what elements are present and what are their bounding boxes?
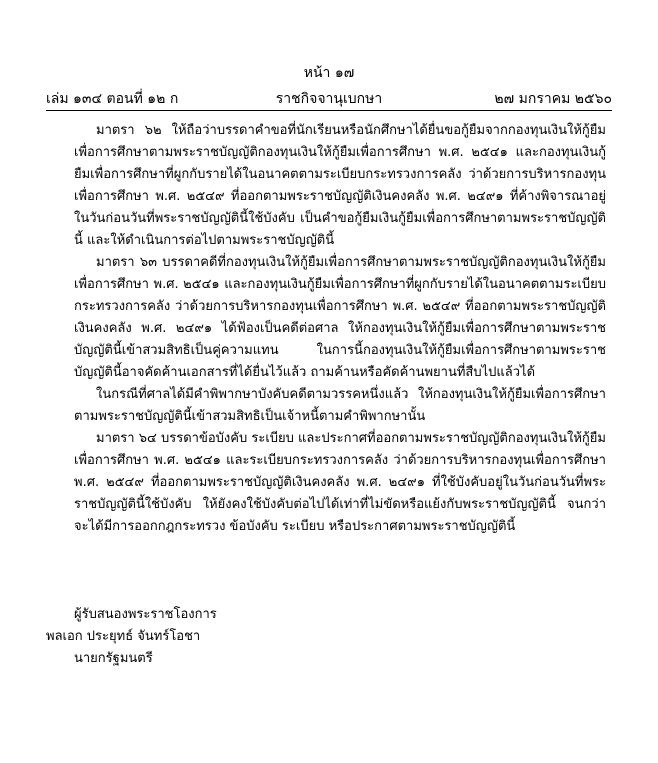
signature-block	[46, 604, 217, 670]
countersign-label: ผู้รับสนองพระราชโองการ	[74, 607, 217, 622]
document-body	[74, 120, 606, 538]
section-63-paragraph-2: ในกรณีที่ศาลได้มีคำพิพากษาบังคับคดีตามวรรคหนึ่งแล้ว ให้กองทุนเงินให้กู้ยืมเพื่อการศึกษาตามพระราชบัญญัตินี้เข้าสวมสิทธิเป็นเจ้าหนี้ตามคำพิพากษานั้น	[74, 387, 606, 424]
publication-date: ๒๗ มกราคม ๒๕๖๐	[494, 91, 612, 107]
signatory-title: นายกรัฐมนตรี	[74, 651, 153, 666]
section-63: มาตรา ๖๓ บรรดาคดีที่กองทุนเงินให้กู้ยืมเพื่อการศึกษาตามพระราชบัญญัติกองทุนเงินให้กู้ยืมเพื่อการศึกษา พ.ศ. ๒๕๔๑ และกองทุนเงินกู้ยืมเพื่อการศึกษาที่ผูกกับรายได้ในอนาคตตามระเบียบกระทรวงการคลัง ว่าด้วยการบริหารกองทุนเพื่อการศึกษา พ.ศ. ๒๕๔๙ ที่ออกตามพระราชบัญญัติเงินคงคลัง พ.ศ. ๒๔๙๑ ได้ฟ้องเป็นคดีต่อศาล ให้กองทุนเงินให้กู้ยืมเพื่อการศึกษาตามพระราชบัญญัตินี้เข้าสวมสิทธิเป็นคู่ความแทน ในการนี้กองทุนเงินให้กู้ยืมเพื่อการศึกษาตามพระราชบัญญัตินี้อาจคัดค้านเอกสารที่ได้ยื่นไว้แล้ว ถามค้านหรือคัดค้านพยานที่สืบไปแล้วได้	[74, 255, 606, 380]
publication-title: ราชกิจจานุเบกษา	[275, 91, 383, 107]
section-62: มาตรา ๖๒ ให้ถือว่าบรรดาคำขอที่นักเรียนหรือนักศึกษาได้ยื่นขอกู้ยืมจากกองทุนเงินให้กู้ยืมเพื่อการศึกษาตามพระราชบัญญัติกองทุนเงินให้กู้ยืมเพื่อการศึกษา พ.ศ. ๒๕๔๑ และกองทุนเงินกู้ยืมเพื่อการศึกษาที่ผูกกับรายได้ในอนาคตตามระเบียบกระทรวงการคลัง ว่าด้วยการบริหารกองทุนเพื่อการศึกษา พ.ศ. ๒๕๔๙ ที่ออกตามพระราชบัญญัติเงินคงคลัง พ.ศ. ๒๔๙๑ ที่ค้างพิจารณาอยู่ในวันก่อนวันที่พระราชบัญญัตินี้ใช้บังคับ เป็นคำขอกู้ยืมเงินกู้ยืมเพื่อการศึกษาตามพระราชบัญญัตินี้ และให้ดำเนินการต่อไปตามพระราชบัญญัตินี้	[74, 123, 606, 248]
signatory-name: พลเอก ประยุทธ์ จันทร์โอชา	[46, 629, 201, 644]
header-divider	[46, 110, 612, 111]
section-64: มาตรา ๖๔ บรรดาข้อบังคับ ระเบียบ และประกาศที่ออกตามพระราชบัญญัติกองทุนเงินให้กู้ยืมเพื่อการศึกษา พ.ศ. ๒๕๔๑ และระเบียบกระทรวงการคลัง ว่าด้วยการบริหารกองทุนเพื่อการศึกษา พ.ศ. ๒๕๔๙ ที่ออกตามพระราชบัญญัติเงินคงคลัง พ.ศ. ๒๔๙๑ ที่ใช้บังคับอยู่ในวันก่อนวันที่พระราชบัญญัตินี้ใช้บังคับ ให้ยังคงใช้บังคับต่อไปได้เท่าที่ไม่ขัดหรือแย้งกับพระราชบัญญัตินี้ จนกว่าจะได้มีการออกกฎกระทรวง ข้อบังคับ ระเบียบ หรือประกาศตามพระราชบัญญัตินี้	[74, 431, 606, 534]
page-number: หน้า ๑๗	[303, 65, 355, 81]
header-row	[46, 88, 612, 108]
volume-issue: เล่ม ๑๓๔ ตอนที่ ๑๒ ก	[46, 91, 179, 107]
